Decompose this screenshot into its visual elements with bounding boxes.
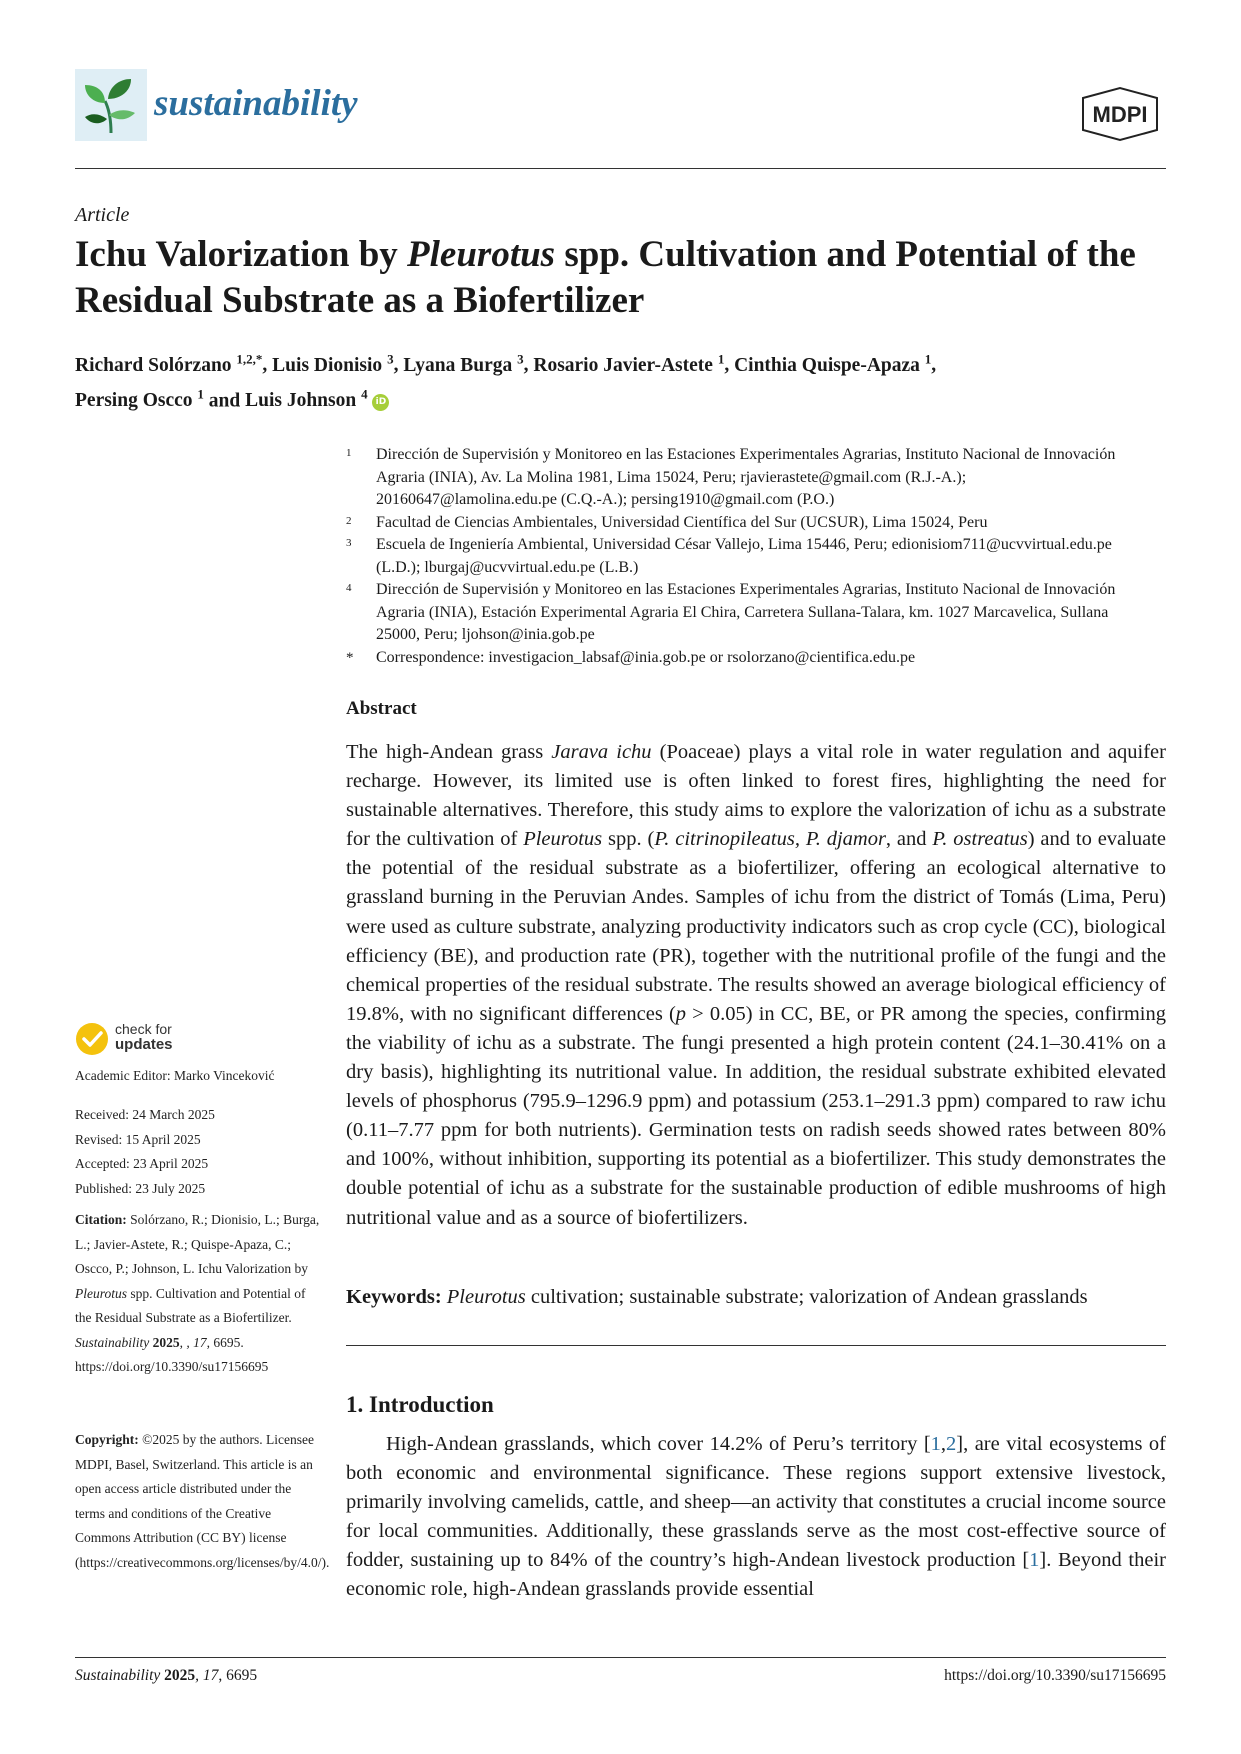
citation-link[interactable]: 1 — [930, 1433, 941, 1455]
mdpi-logo — [1073, 86, 1167, 146]
affiliation-item: 3 Escuela de Ingeniería Ambiental, Universidad César Vallejo, Lima 15446, Peru; edionisiom711@ucvvirtual.edu.pe (L.D.); lburgaj@ucvvirtual.edu.pe (L.B.) — [346, 536, 1112, 576]
published-date: Published: 23 July 2025 — [75, 1180, 206, 1196]
citation-block: Citation: Solórzano, R.; Dionisio, L.; Burga, L.; Javier-Astete, R.; Quispe-Apaza, C.; Oscco, P.; Johnson, L. Ichu Valorization by Pleurotus spp. Cultivation and Potential of the Residual Substrate as a Biofertilizer. Sustainability 2025, , 17, 6695. https://doi.org/10.3390/su17156695 — [75, 1212, 320, 1374]
author[interactable]: Richard Solórzano $^{1,2,*}$ — [75, 351, 263, 376]
header-divider — [75, 168, 1166, 169]
academic-editor: Academic Editor: Marko Vinceković — [75, 1068, 275, 1083]
keywords: Keywords: Pleurotus cultivation; sustainable substrate; valorization of Andean grasslands — [346, 1286, 1088, 1308]
svg-text:MDPI: MDPI — [1092, 102, 1148, 127]
citation-link[interactable]: 1 — [1029, 1549, 1040, 1572]
author[interactable]: Persing Oscco $^1$ — [75, 386, 204, 411]
copyright-block: Copyright: ©2025 by the authors. Licensee MDPI, Basel, Switzerland. This article is an open access article distributed under the terms and conditions of the Creative Commons Attribution (CC BY) license (https://creativecommons.org/licenses/by/4.0/). — [75, 1432, 330, 1570]
affiliations — [346, 444, 1146, 669]
abstract-text: The high-Andean grass Jarava ichu (Poaceae) plays a vital role in water regulation and aquifer recharge. However, its limited use is often linked to forest fires, highlighting the need for sustainable alternatives. Therefore, this study aims to explore the valorization of ichu as a substrate for the cultivation of Pleurotus spp. (P. citrinopileatus, P. djamor, and P. ostreatus) and to evaluate the potential of the residual substrate as a biofertilizer, offering an ecological alternative to grassland burning in the Peruvian Andes. Samples of ichu from the district of Tomás (Lima, Peru) were used as culture substrate, analyzing productivity indicators such as crop cycle (CC), biological efficiency (BE), and production rate (PR), together with the nutritional profile of the fungi and the chemical properties of the residual substrate. The results showed an average biological efficiency of 19.8%, with no significant differences (p > 0.05) in CC, BE, or PR among the species, confirming the viability of ichu as a substrate. The fungi presented a high protein content (24.1–30.41% on a dry basis), highlighting its nutritional value. In addition, the residual substrate exhibited elevated levels of phosphorus (795.9–1296.9 ppm) and potassium (253.1–291.3 ppm) compared to raw ichu (0.11–7.77 ppm for both nutrients). Germination tests on radish seeds showed rates between 80% and 100%, without inhibition, supporting its potential as a biofertilizer. This study demonstrates the double potential of ichu as a substrate for the sustainable production of edible mushrooms of high nutritional value and as a source of biofertilizers. — [346, 741, 1167, 1229]
author[interactable]: Cinthia Quispe-Apaza $^1$ — [734, 351, 932, 376]
orcid-icon[interactable]: iD — [372, 394, 389, 411]
citation-link[interactable]: 2 — [946, 1433, 957, 1455]
journal-name: sustainability — [154, 83, 358, 124]
author[interactable]: Luis Dionisio $^3$ — [272, 351, 394, 376]
author-list: Richard Solórzano $^{1,2,*}$, Luis Dionisio $^3$, Lyana Burga $^3$, Rosario Javier-Astete $^1$, Cinthia Quispe-Apaza $^1$, Persing Oscco $^1$ and Luis Johnson $^4$ iD — [75, 351, 937, 411]
received-date: Received: 24 March 2025 — [75, 1107, 215, 1122]
article-type: Article — [75, 204, 130, 226]
introduction-text: High-Andean grasslands, which cover 14.2% of Peru’s territory [1,2], are vital ecosystems of both economic and environmental significance. These regions support extensive livestock, primarily involving camelids, cattle, and sheep—an activity that constitutes a crucial income source for local communities. Additionally, these grasslands serve as the most cost-effective source of fodder, sustaining up to 84% of the country’s high-Andean livestock production [1]. Beyond their economic role, high-Andean grasslands provide essential — [346, 1433, 1166, 1601]
author[interactable]: Luis Johnson $^4$ — [245, 386, 368, 411]
affiliation-item: 2 Facultad de Ciencias Ambientales, Universidad Científica del Sur (UCSUR), Lima 15024, Peru — [346, 513, 988, 531]
footer-citation: Sustainability 2025, 17, 6695 — [75, 1667, 258, 1684]
article-title: Ichu Valorization by Pleurotus spp. Cultivation and Potential of the Residual Substrate as a Biofertilizer — [75, 234, 1136, 321]
affiliation-item: 1 Dirección de Supervisión y Monitoreo en las Estaciones Experimentales Agrarias, Instituto Nacional de Innovación Agraria (INIA), Av. La Molina 1981, Lima 15024, Peru; rjavierastete@gmail.com (R.J.-A.); 20160647@lamolina.edu.pe (C.Q.-A.); persing1910@gmail.com (P.O.) — [346, 446, 1116, 508]
correspondence: * Correspondence: investigacion_labsaf@inia.gob.pe or rsolorzano@cientifica.edu.pe — [346, 648, 916, 666]
check-for-updates-badge[interactable]: check for updates — [75, 1022, 109, 1060]
journal-logo — [75, 69, 147, 141]
section-divider — [346, 1345, 1166, 1346]
sprout-icon — [75, 69, 147, 141]
footer-divider — [75, 1657, 1166, 1658]
publication-dates — [75, 1103, 320, 1201]
footer-doi-link[interactable]: https://doi.org/10.3390/su17156695 — [944, 1667, 1166, 1684]
author[interactable]: Lyana Burga $^3$ — [403, 351, 524, 376]
affiliation-item: 4 Dirección de Supervisión y Monitoreo en las Estaciones Experimentales Agrarias, Instituto Nacional de Innovación Agraria (INIA), Estación Experimental Agraria El Chira, Carretera Sullana-Talara, km. 1027 Marcavelica, Sullana 25000, Peru; ljohson@inia.gob.pe — [346, 581, 1116, 643]
section-heading-introduction: 1. Introduction — [346, 1392, 494, 1417]
author[interactable]: Rosario Javier-Astete $^1$ — [533, 351, 725, 376]
accepted-date: Accepted: 23 April 2025 — [75, 1156, 209, 1171]
revised-date: Revised: 15 April 2025 — [75, 1131, 201, 1147]
check-icon — [75, 1022, 109, 1056]
abstract-heading: Abstract — [346, 698, 417, 719]
